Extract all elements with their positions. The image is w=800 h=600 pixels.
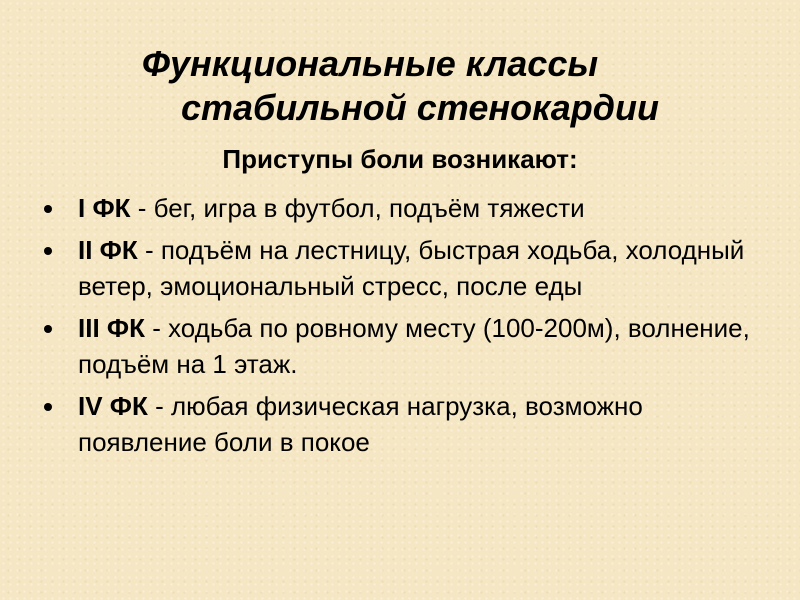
- class-item-3: [40, 310, 760, 382]
- class-description: - ходьба по ровному месту (100-200м), волнение, подъём на 1 этаж.: [78, 313, 750, 379]
- slide-title: [100, 42, 740, 130]
- title-line-2: стабильной стенокардии: [180, 87, 660, 128]
- class-item-4: [40, 388, 760, 460]
- bullet-icon: [44, 205, 52, 213]
- bullet-icon: [44, 325, 52, 333]
- class-label: III ФК: [78, 313, 145, 343]
- title-line-1: Функциональные классы: [141, 43, 599, 84]
- class-label: I ФК: [78, 193, 131, 223]
- class-description: - подъём на лестницу, быстрая ходьба, холодный ветер, эмоциональный стресс, после еды: [78, 235, 745, 301]
- class-description: - любая физическая нагрузка, возможно появление боли в покое: [78, 391, 643, 457]
- class-description: - бег, игра в футбол, подъём тяжести: [130, 193, 585, 223]
- bullet-icon: [44, 247, 52, 255]
- class-list: [40, 190, 760, 466]
- class-label: II ФК: [78, 235, 138, 265]
- class-item-2: [40, 232, 760, 304]
- bullet-icon: [44, 403, 52, 411]
- class-label: IV ФК: [78, 391, 148, 421]
- slide-subtitle: Приступы боли возникают:: [222, 144, 578, 174]
- class-item-1: [40, 190, 760, 226]
